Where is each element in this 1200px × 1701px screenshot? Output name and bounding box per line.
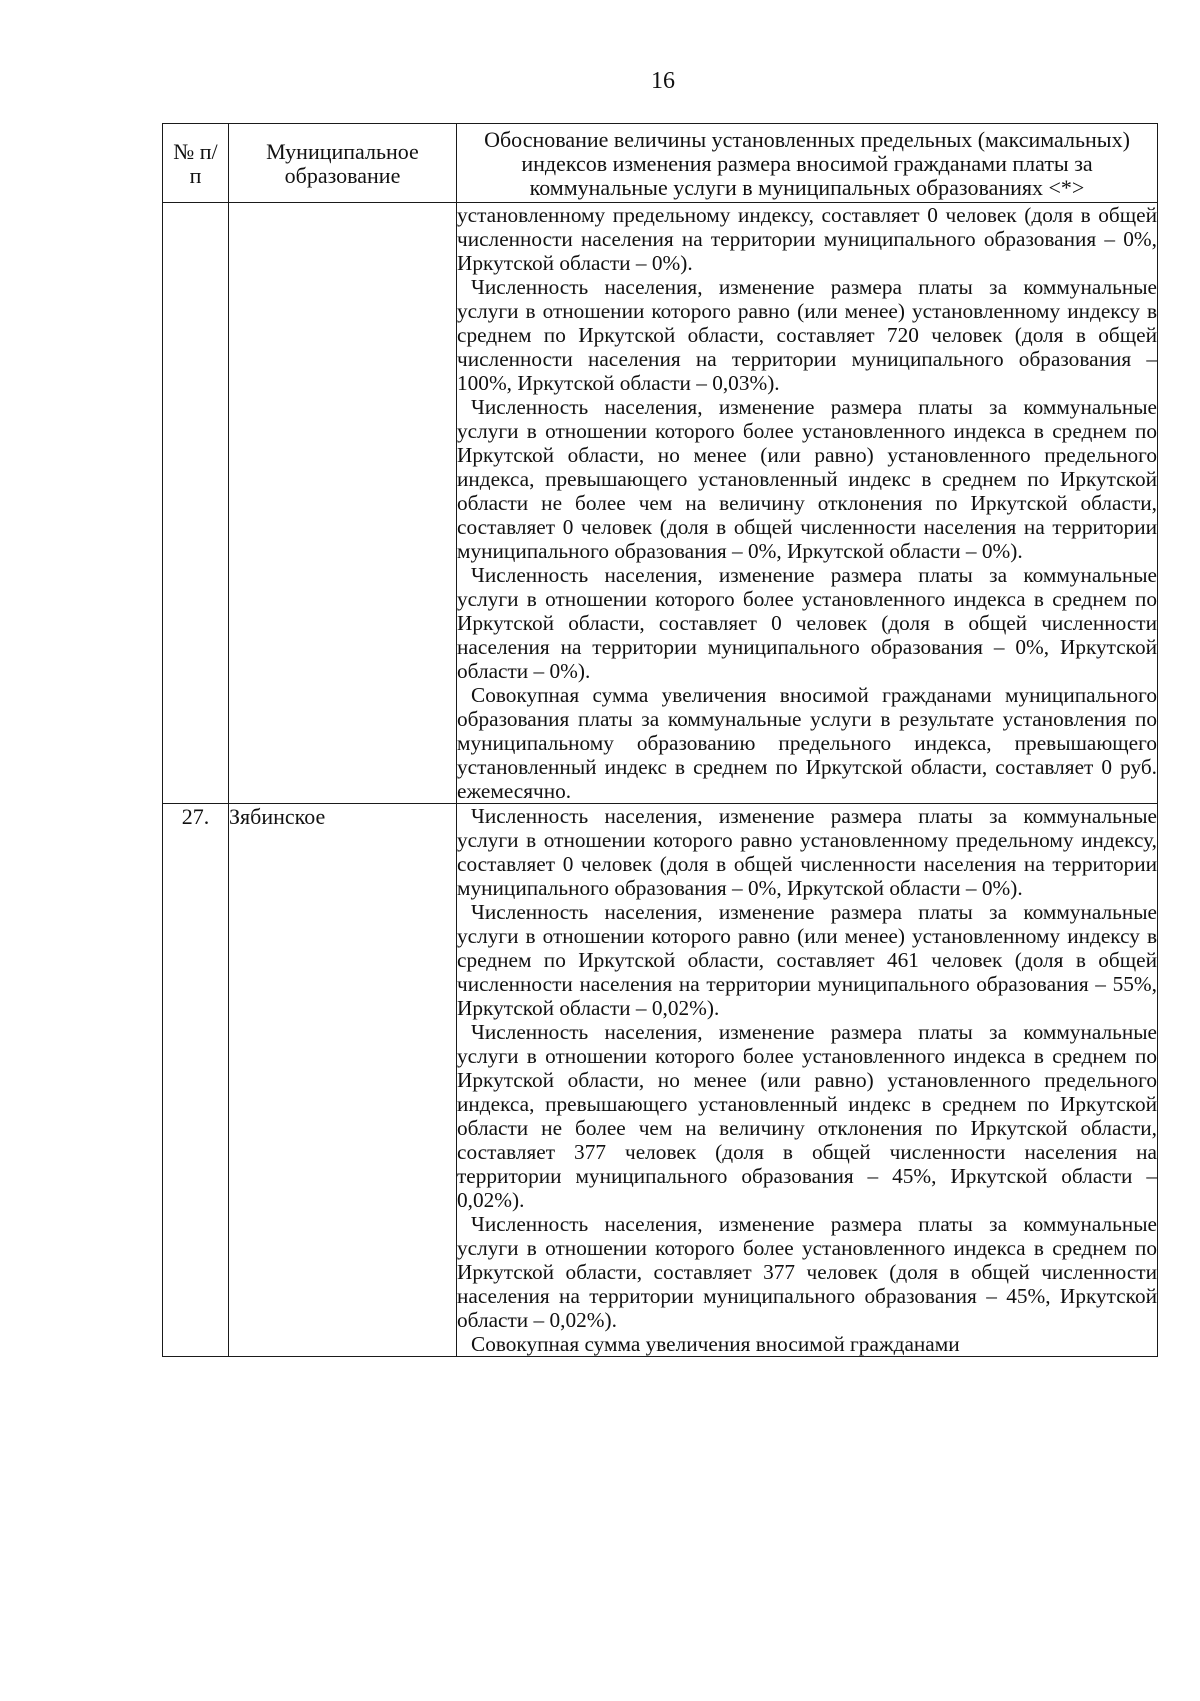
row-municipality: Зябинское (229, 804, 457, 1357)
justification-paragraph: Совокупная сумма увеличения вносимой гражданами (471, 1332, 960, 1356)
table-header-row (163, 124, 1158, 203)
table-row (163, 804, 1158, 1357)
justification-paragraph: установленному предельному индексу, составляет 0 человек (доля в общей численности населения на территории муниципального образования – 0%, Иркутской области – 0%). (457, 203, 1157, 275)
page-number: 16 (651, 68, 675, 94)
justification-paragraph: Численность населения, изменение размера платы за коммунальные услуги в отношении которого более установленного индекса в среднем по Иркутской области, составляет 377 человек (доля в общей численности населения на территории муниципального образования – 45%, Иркутской области – 0,02%). (457, 1212, 1157, 1332)
header-number: № п/п (163, 124, 229, 203)
justification-paragraph: Совокупная сумма увеличения вносимой гражданами муниципального образования платы за коммунальные услуги в результате установления по муниципальному образованию предельного индекса, превышающего установленный индекс в среднем по Иркутской области, составляет 0 руб. ежемесячно. (457, 683, 1157, 803)
table-row (163, 203, 1158, 804)
row-justification (457, 804, 1158, 1357)
justification-paragraph: Численность населения, изменение размера платы за коммунальные услуги в отношении которого равно (или менее) установленному индексу в среднем по Иркутской области, составляет 461 человек (доля в общей численности населения на территории муниципального образования – 55%, Иркутской области – 0,02%). (457, 900, 1157, 1020)
justification-paragraph: Численность населения, изменение размера платы за коммунальные услуги в отношении которого равно установленному предельному индексу, составляет 0 человек (доля в общей численности населения на территории муниципального образования – 0%, Иркутской области – 0%). (457, 804, 1157, 900)
header-municipality: Муниципальное образование (229, 124, 457, 203)
header-justification: Обоснование величины установленных предельных (максимальных) индексов изменения размера вносимой гражданами платы за коммунальные услуги в муниципальных образованиях <*> (457, 124, 1158, 203)
row-number (163, 203, 229, 804)
justification-paragraph: Численность населения, изменение размера платы за коммунальные услуги в отношении которого более установленного индекса в среднем по Иркутской области, но менее (или равно) установленного предельного индекса, превышающего установленный индекс в среднем по Иркутской области не более чем на величину отклонения по Иркутской области, составляет 377 человек (доля в общей численности населения на территории муниципального образования – 45%, Иркутской области – 0,02%). (457, 1020, 1157, 1212)
row-justification (457, 203, 1158, 804)
row-municipality (229, 203, 457, 804)
row-number: 27. (163, 804, 229, 1357)
municipal-index-table (162, 123, 1158, 1357)
justification-paragraph: Численность населения, изменение размера платы за коммунальные услуги в отношении которого более установленного индекса в среднем по Иркутской области, но менее (или равно) установленного предельного индекса, превышающего установленный индекс в среднем по Иркутской области не более чем на величину отклонения по Иркутской области, составляет 0 человек (доля в общей численности населения на территории муниципального образования – 0%, Иркутской области – 0%). (457, 395, 1157, 563)
justification-paragraph: Численность населения, изменение размера платы за коммунальные услуги в отношении которого более установленного индекса в среднем по Иркутской области, составляет 0 человек (доля в общей численности населения на территории муниципального образования – 0%, Иркутской области – 0%). (457, 563, 1157, 683)
justification-paragraph: Численность населения, изменение размера платы за коммунальные услуги в отношении которого равно (или менее) установленному индексу в среднем по Иркутской области, составляет 720 человек (доля в общей численности населения на территории муниципального образования – 100%, Иркутской области – 0,03%). (457, 275, 1157, 395)
